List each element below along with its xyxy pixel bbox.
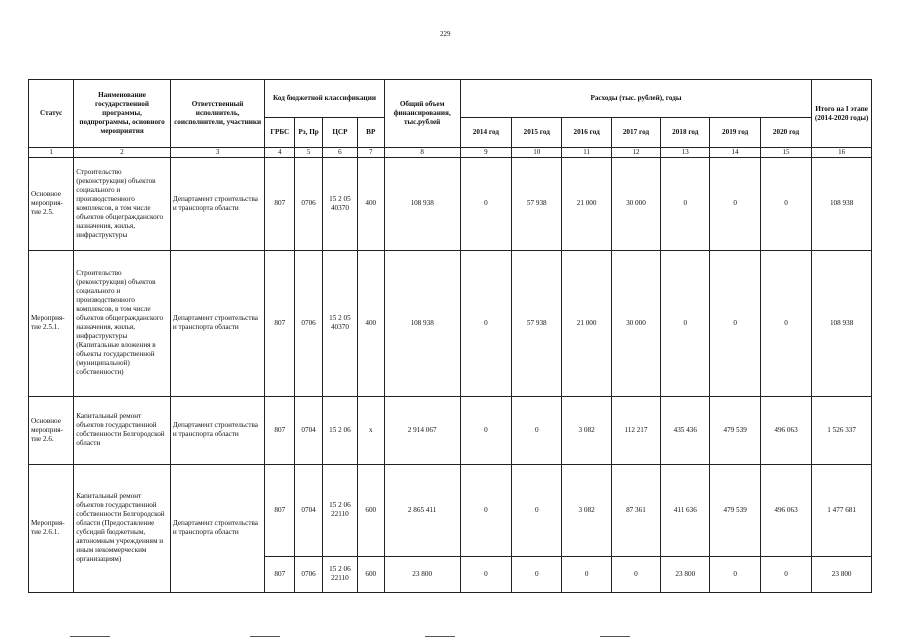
row-grbs: 807 <box>265 464 295 556</box>
row-2019: 479 539 <box>710 464 760 556</box>
row-grbs: 807 <box>265 556 295 592</box>
row-rzpr: 0706 <box>295 556 323 592</box>
row-2015: 0 <box>512 396 562 464</box>
header-csr: ЦСР <box>322 118 357 148</box>
row-2018: 411 636 <box>661 464 710 556</box>
row-2018: 23 800 <box>661 556 710 592</box>
scan-mark <box>600 636 630 637</box>
row-2015: 0 <box>512 464 562 556</box>
row-status: Мероприя-тие 2.6.1. <box>29 464 74 592</box>
row-rzpr: 0706 <box>295 157 323 250</box>
row-stage-total: 1 477 681 <box>812 464 872 556</box>
row-status: Основное мероприя-тие 2.6. <box>29 396 74 464</box>
row-2016: 0 <box>562 556 611 592</box>
header-expenses: Расходы (тыс. рублей), годы <box>460 80 812 118</box>
row-2020: 0 <box>760 250 811 396</box>
row-stage-total: 108 938 <box>812 250 872 396</box>
header-rzpr: Рз, Пр <box>295 118 323 148</box>
header-budget-code: Код бюджетной классификации <box>265 80 384 118</box>
scan-mark <box>70 636 110 637</box>
header-stage-total: Итого на I этапе (2014-2020 годы) <box>812 80 872 148</box>
header-year-2020: 2020 год <box>760 118 811 148</box>
row-2020: 0 <box>760 556 811 592</box>
row-2016: 3 082 <box>562 464 611 556</box>
row-2019: 0 <box>710 157 760 250</box>
header-year-2019: 2019 год <box>710 118 760 148</box>
col-num: 8 <box>384 148 460 158</box>
row-2017: 30 000 <box>611 157 660 250</box>
col-num: 16 <box>812 148 872 158</box>
row-2017: 87 361 <box>611 464 660 556</box>
row-total: 2 865 411 <box>384 464 460 556</box>
row-2015: 57 938 <box>512 157 562 250</box>
row-2018: 435 436 <box>661 396 710 464</box>
row-vr: 400 <box>357 250 384 396</box>
row-vr: х <box>357 396 384 464</box>
col-num: 3 <box>170 148 265 158</box>
row-2016: 3 082 <box>562 396 611 464</box>
col-num: 1 <box>29 148 74 158</box>
header-row <box>29 80 872 118</box>
row-2016: 21 000 <box>562 250 611 396</box>
col-num: 4 <box>265 148 295 158</box>
row-2020: 0 <box>760 157 811 250</box>
col-num: 7 <box>357 148 384 158</box>
header-vr: ВР <box>357 118 384 148</box>
row-stage-total: 108 938 <box>812 157 872 250</box>
row-executor: Департамент строительства и транспорта области <box>170 157 265 250</box>
row-stage-total: 1 526 337 <box>812 396 872 464</box>
row-2018: 0 <box>661 250 710 396</box>
table-row <box>29 464 872 556</box>
row-executor: Департамент строительства и транспорта области <box>170 396 265 464</box>
col-num: 9 <box>460 148 511 158</box>
col-num: 6 <box>322 148 357 158</box>
row-2019: 0 <box>710 250 760 396</box>
row-total: 23 800 <box>384 556 460 592</box>
row-csr: 15 2 06 22110 <box>322 556 357 592</box>
col-num: 5 <box>295 148 323 158</box>
header-year-2014: 2014 год <box>460 118 511 148</box>
row-vr: 600 <box>357 556 384 592</box>
row-grbs: 807 <box>265 250 295 396</box>
table-row <box>29 396 872 464</box>
row-name: Капитальный ремонт объектов государственной собственности Белгородской области <box>74 396 171 464</box>
row-executor: Департамент строительства и транспорта области <box>170 464 265 592</box>
header-program-name: Наименование государственной программы, подпрограммы, основного мероприятия <box>74 80 171 148</box>
row-2017: 112 217 <box>611 396 660 464</box>
header-status: Статус <box>29 80 74 148</box>
row-csr: 15 2 05 40370 <box>322 250 357 396</box>
col-num: 15 <box>760 148 811 158</box>
row-2019: 479 539 <box>710 396 760 464</box>
col-num: 12 <box>611 148 660 158</box>
header-executor: Ответственный исполнитель, соисполнители, участники <box>170 80 265 148</box>
row-2020: 496 063 <box>760 396 811 464</box>
row-name: Строительство (реконструкция) объектов социального и производственного комплексов, в том числе объектов общегражданского назначения, жилья, инфраструктуры <box>74 157 171 250</box>
budget-table <box>28 79 872 593</box>
row-2015: 0 <box>512 556 562 592</box>
row-csr: 15 2 05 40370 <box>322 157 357 250</box>
row-2018: 0 <box>661 157 710 250</box>
table-row <box>29 157 872 250</box>
row-2017: 30 000 <box>611 250 660 396</box>
row-vr: 400 <box>357 157 384 250</box>
row-csr: 15 2 06 <box>322 396 357 464</box>
row-grbs: 807 <box>265 157 295 250</box>
table-row <box>29 250 872 396</box>
row-rzpr: 0704 <box>295 396 323 464</box>
row-2014: 0 <box>460 157 511 250</box>
col-num: 2 <box>74 148 171 158</box>
row-csr: 15 2 06 22110 <box>322 464 357 556</box>
row-total: 108 938 <box>384 157 460 250</box>
header-total-volume: Общий объем финансирования, тыс.рублей <box>384 80 460 148</box>
row-2014: 0 <box>460 396 511 464</box>
row-stage-total: 23 800 <box>812 556 872 592</box>
row-rzpr: 0704 <box>295 464 323 556</box>
row-2014: 0 <box>460 250 511 396</box>
row-status: Мероприя-тие 2.5.1. <box>29 250 74 396</box>
row-rzpr: 0706 <box>295 250 323 396</box>
row-2015: 57 938 <box>512 250 562 396</box>
row-grbs: 807 <box>265 396 295 464</box>
scan-mark <box>250 636 280 637</box>
row-2019: 0 <box>710 556 760 592</box>
header-year-2017: 2017 год <box>611 118 660 148</box>
col-num: 13 <box>661 148 710 158</box>
row-name: Капитальный ремонт объектов государственной собственности Белгородской области (Предоставление субсидий бюджетным, автономным учреждениям и иным некоммерческим организациям) <box>74 464 171 592</box>
row-status: Основное мероприя-тие 2.5. <box>29 157 74 250</box>
row-2014: 0 <box>460 556 511 592</box>
column-number-row <box>29 148 872 158</box>
header-year-2016: 2016 год <box>562 118 611 148</box>
row-total: 108 938 <box>384 250 460 396</box>
col-num: 14 <box>710 148 760 158</box>
row-executor: Департамент строительства и транспорта области <box>170 250 265 396</box>
col-num: 10 <box>512 148 562 158</box>
row-name: Строительство (реконструкция) объектов социального и производственного комплексов, в том числе объектов общегражданского назначения, жилья, инфраструктуры (Капитальные вложения в объекты государственной (муниципальной) собственности) <box>74 250 171 396</box>
row-vr: 600 <box>357 464 384 556</box>
page-number: 229 <box>440 30 451 38</box>
row-2020: 496 063 <box>760 464 811 556</box>
row-2017: 0 <box>611 556 660 592</box>
header-year-2018: 2018 год <box>661 118 710 148</box>
row-2016: 21 000 <box>562 157 611 250</box>
header-grbs: ГРБС <box>265 118 295 148</box>
col-num: 11 <box>562 148 611 158</box>
scan-mark <box>425 636 455 637</box>
row-total: 2 914 067 <box>384 396 460 464</box>
row-2014: 0 <box>460 464 511 556</box>
header-year-2015: 2015 год <box>512 118 562 148</box>
